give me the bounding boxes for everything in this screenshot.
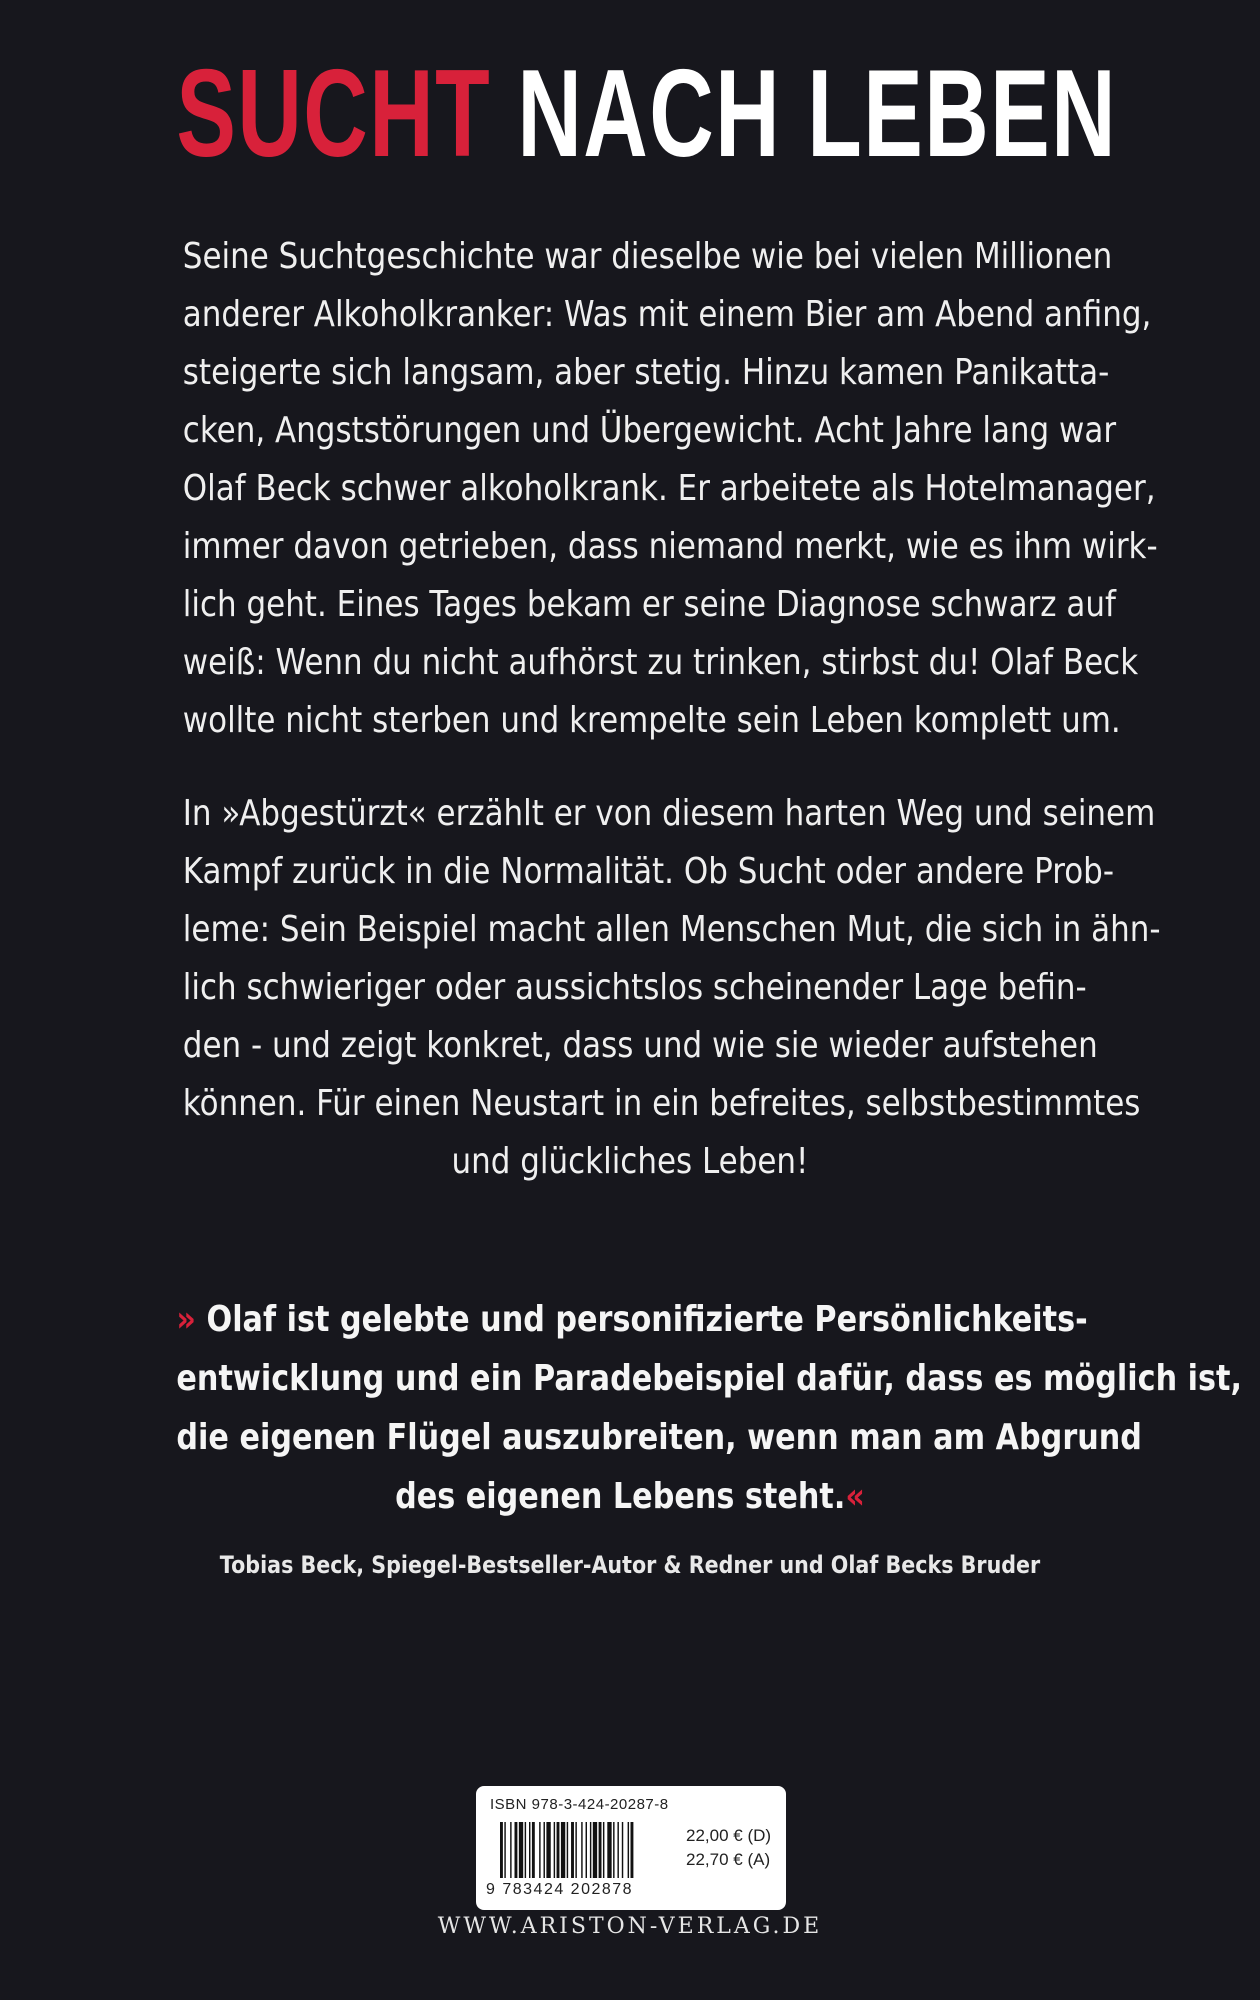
quote-line: entwicklung und ein Paradebeispiel dafür, dass es möglich ist, (176, 1358, 1242, 1399)
barcode-label (476, 1786, 786, 1910)
blurb-line: leme: Sein Beispiel macht allen Menschen Mut, die sich in ähn- (182, 909, 1161, 950)
testimonial-quote (90, 1290, 1242, 1526)
quote-close-mark: « (845, 1476, 865, 1517)
publisher-website: WWW.ARISTON-VERLAG.DE (437, 1914, 823, 1939)
blurb-line: Olaf Beck schwer alkoholkrank. Er arbeitete als Hotelmanager, (182, 468, 1156, 509)
blurb-line: In »Abgestürzt« erzählt er von diesem harten Weg und seinem (182, 793, 1156, 834)
blurb-line: den - und zeigt konkret, dass und wie sie wieder aufstehen (182, 1025, 1098, 1066)
quote-text: Olaf ist gelebte und personifizierte Persönlichkeits- (206, 1299, 1088, 1340)
quote-text: des eigenen Lebens steht. (395, 1476, 846, 1517)
blurb-paragraph-1 (110, 228, 1158, 750)
quote-open-mark: » (176, 1299, 196, 1340)
blurb-line: immer davon getrieben, dass niemand merkt, wie es ihm wirk- (182, 526, 1158, 567)
blurb-line: weiß: Wenn du nicht aufhörst zu trinken, stirbst du! Olaf Beck (182, 642, 1139, 683)
blurb-line: Kampf zurück in die Normalität. Ob Sucht oder andere Prob- (182, 851, 1115, 892)
quote-line (176, 1290, 1088, 1349)
book-title (176, 45, 1118, 183)
blurb-line: cken, Angststörungen und Übergewicht. Acht Jahre lang war (182, 410, 1117, 451)
blurb-line: steigerte sich langsam, aber stetig. Hinzu kamen Panikatta- (182, 352, 1110, 393)
blurb-line: lich schwieriger oder aussichtslos scheinender Lage befin- (182, 967, 1087, 1008)
title-words-nach-leben: NACH LEBEN (517, 45, 1118, 183)
blurb-line: lich geht. Eines Tages bekam er seine Diagnose schwarz auf (182, 584, 1116, 625)
blurb-paragraph-2 (110, 785, 1161, 1191)
blurb-line: anderer Alkoholkranker: Was mit einem Bier am Abend anfing, (182, 294, 1152, 335)
blurb-line: wollte nicht sterben und krempelte sein Leben komplett um. (182, 700, 1121, 741)
blurb-line: können. Für einen Neustart in ein befreites, selbstbestimmtes (182, 1083, 1141, 1124)
isbn-text: ISBN 978-3-424-20287-8 (490, 1796, 669, 1813)
quote-line (176, 1467, 1083, 1526)
quote-attribution: Tobias Beck, Spiegel-Bestseller-Autor & Redner und Olaf Becks Bruder (219, 1551, 1041, 1579)
blurb-line: Seine Suchtgeschichte war dieselbe wie bei vielen Millionen (182, 236, 1113, 277)
price-austria: 22,70 € (A) (686, 1850, 771, 1869)
barcode-icon (500, 1822, 674, 1878)
price-germany: 22,00 € (D) (686, 1826, 772, 1845)
title-word-sucht: SUCHT (176, 45, 492, 183)
blurb-line: und glückliches Leben! (451, 1141, 809, 1182)
quote-line: die eigenen Flügel auszubreiten, wenn man am Abgrund (176, 1417, 1142, 1458)
barcode-digits: 9 783424 202878 (486, 1881, 634, 1898)
